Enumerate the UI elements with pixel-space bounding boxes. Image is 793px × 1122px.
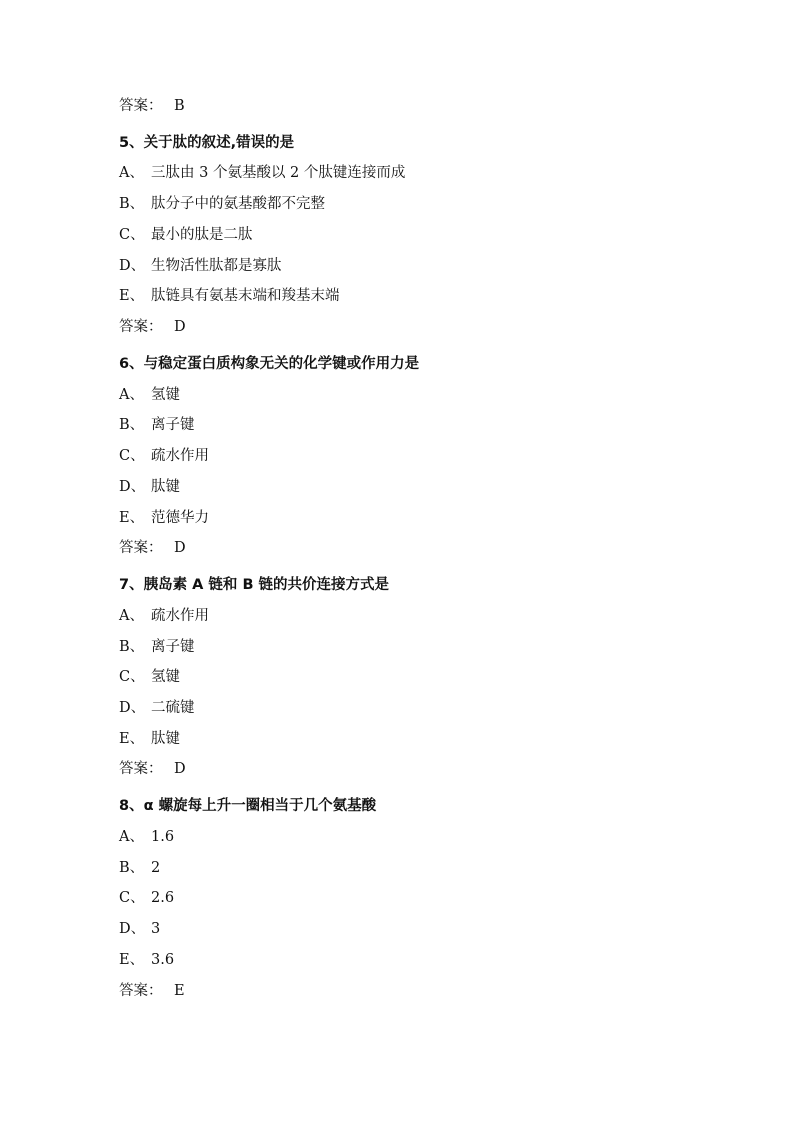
option-d — [119, 256, 282, 276]
answer-line — [119, 317, 186, 337]
option-d — [119, 477, 180, 497]
option-text: 1.6 — [151, 829, 175, 845]
option-text: 肽分子中的氨基酸都不完整 — [151, 196, 325, 212]
option-label: E、 — [119, 288, 145, 304]
option-text: 氢键 — [151, 669, 180, 685]
answer-value: D — [174, 319, 186, 335]
option-label: A、 — [119, 829, 144, 845]
answer-value: B — [174, 98, 185, 114]
option-d — [119, 698, 195, 718]
option-text: 离子键 — [151, 417, 195, 433]
option-label: C、 — [119, 669, 145, 685]
question-title: 5、关于肽的叙述,错误的是 — [119, 135, 295, 151]
option-label: D、 — [119, 700, 146, 716]
option-text: 肽链具有氨基末端和羧基末端 — [151, 288, 340, 304]
option-text: 范德华力 — [151, 510, 209, 526]
answer-value: D — [174, 761, 186, 777]
option-text: 3.6 — [151, 952, 175, 968]
option-label: A、 — [119, 387, 144, 403]
option-e — [119, 950, 174, 970]
option-label: B、 — [119, 860, 145, 876]
option-label: D、 — [119, 479, 146, 495]
option-a — [119, 606, 209, 626]
answer-value: E — [174, 983, 185, 999]
answer-value: D — [174, 540, 186, 556]
option-text: 肽键 — [151, 479, 180, 495]
option-text: 疏水作用 — [151, 448, 209, 464]
answer-line — [119, 981, 185, 1001]
option-text: 疏水作用 — [151, 608, 209, 624]
answer-label: 答案： — [119, 983, 163, 999]
option-text: 肽键 — [151, 731, 180, 747]
answer-label: 答案： — [119, 761, 163, 777]
option-e — [119, 286, 340, 306]
option-b — [119, 415, 195, 435]
option-text: 二硫键 — [151, 700, 195, 716]
option-e — [119, 508, 209, 528]
option-label: D、 — [119, 921, 146, 937]
option-c — [119, 667, 180, 687]
answer-label: 答案： — [119, 540, 163, 556]
option-label: E、 — [119, 731, 145, 747]
option-b — [119, 858, 160, 878]
option-text: 2 — [151, 860, 161, 876]
option-text: 离子键 — [151, 639, 195, 655]
option-text: 最小的肽是二肽 — [151, 227, 253, 243]
option-b — [119, 637, 195, 657]
option-a — [119, 827, 174, 847]
question-title: 6、与稳定蛋白质构象无关的化学键或作用力是 — [119, 356, 420, 372]
option-label: B、 — [119, 417, 145, 433]
option-label: A、 — [119, 165, 144, 181]
option-label: A、 — [119, 608, 144, 624]
question-title: 7、胰岛素 A 链和 B 链的共价连接方式是 — [119, 577, 390, 593]
option-text: 氢键 — [151, 387, 180, 403]
option-e — [119, 729, 180, 749]
option-label: E、 — [119, 510, 145, 526]
answer-label: 答案： — [119, 319, 163, 335]
answer-line — [119, 759, 186, 779]
option-b — [119, 194, 325, 214]
answer-line — [119, 96, 185, 116]
option-label: D、 — [119, 258, 146, 274]
option-a — [119, 385, 180, 405]
option-label: C、 — [119, 890, 145, 906]
option-label: E、 — [119, 952, 145, 968]
option-label: B、 — [119, 639, 145, 655]
option-text: 2.6 — [151, 890, 175, 906]
option-label: B、 — [119, 196, 145, 212]
option-text: 3 — [151, 921, 161, 937]
option-label: C、 — [119, 227, 145, 243]
answer-label: 答案： — [119, 98, 163, 114]
option-c — [119, 225, 253, 245]
question-title: 8、α 螺旋每上升一圈相当于几个氨基酸 — [119, 798, 377, 814]
option-a — [119, 163, 405, 183]
option-label: C、 — [119, 448, 145, 464]
option-text: 三肽由 3 个氨基酸以 2 个肽键连接而成 — [151, 165, 406, 181]
answer-line — [119, 538, 186, 558]
option-text: 生物活性肽都是寡肽 — [151, 258, 282, 274]
option-c — [119, 446, 209, 466]
option-c — [119, 888, 174, 908]
option-d — [119, 919, 160, 939]
